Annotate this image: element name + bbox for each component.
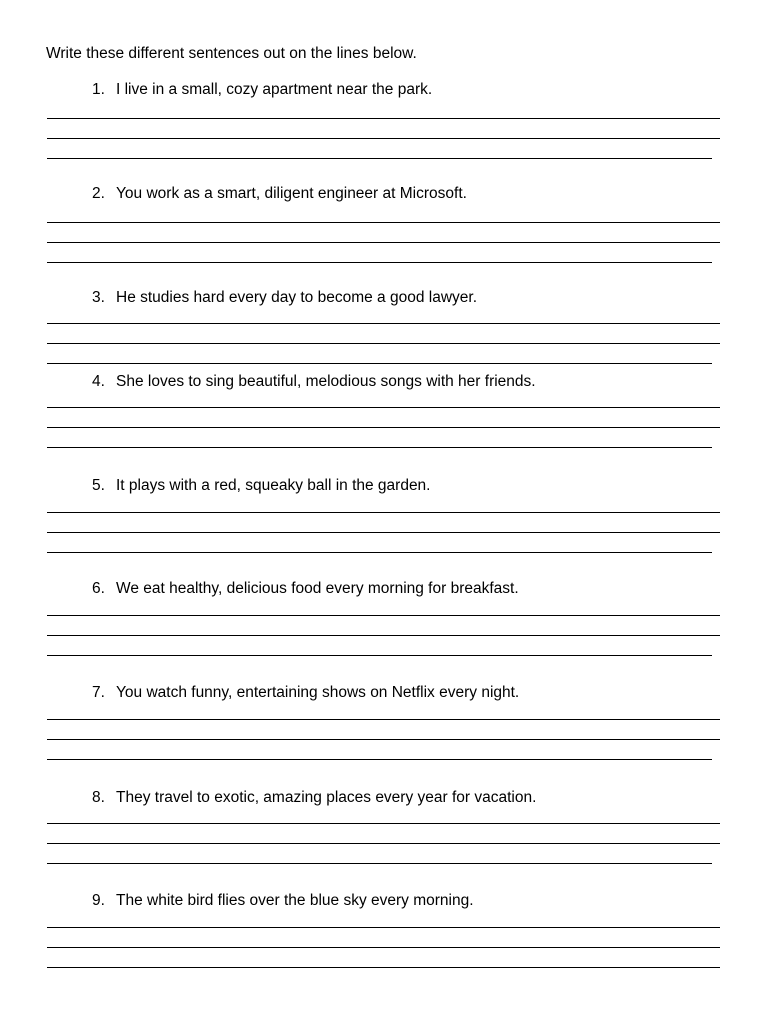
item-number: 7. <box>92 684 105 701</box>
sentence-text: They travel to exotic, amazing places every year for vacation. <box>116 789 537 806</box>
writing-line[interactable] <box>47 532 720 533</box>
item-number: 9. <box>92 892 105 909</box>
writing-line[interactable] <box>47 615 720 616</box>
item-number: 6. <box>92 580 105 597</box>
writing-line[interactable] <box>47 552 712 553</box>
writing-line[interactable] <box>47 843 720 844</box>
exercise-sentence <box>92 80 432 100</box>
exercise-sentence <box>92 476 431 496</box>
sentence-text: It plays with a red, squeaky ball in the garden. <box>116 477 431 494</box>
writing-line[interactable] <box>47 323 720 324</box>
exercise-sentence <box>92 788 536 808</box>
writing-line[interactable] <box>47 927 720 928</box>
writing-line[interactable] <box>47 222 720 223</box>
writing-line[interactable] <box>47 242 720 243</box>
writing-line[interactable] <box>47 759 712 760</box>
sentence-text: He studies hard every day to become a good lawyer. <box>116 289 478 306</box>
sentence-text: You watch funny, entertaining shows on Netflix every night. <box>116 684 520 701</box>
writing-line[interactable] <box>47 407 720 408</box>
item-number: 3. <box>92 289 105 306</box>
item-number: 5. <box>92 477 105 494</box>
item-number: 1. <box>92 81 105 98</box>
writing-line[interactable] <box>47 739 720 740</box>
writing-line[interactable] <box>47 863 712 864</box>
sentence-text: She loves to sing beautiful, melodious songs with her friends. <box>116 373 536 390</box>
exercise-sentence <box>92 891 474 911</box>
writing-line[interactable] <box>47 427 720 428</box>
sentence-text: We eat healthy, delicious food every morning for breakfast. <box>116 580 519 597</box>
writing-line[interactable] <box>47 823 720 824</box>
writing-line[interactable] <box>47 719 720 720</box>
item-number: 2. <box>92 185 105 202</box>
writing-line[interactable] <box>47 343 720 344</box>
writing-line[interactable] <box>47 447 712 448</box>
writing-line[interactable] <box>47 512 720 513</box>
writing-line[interactable] <box>47 118 720 119</box>
writing-line[interactable] <box>47 947 720 948</box>
exercise-sentence <box>92 288 477 308</box>
worksheet-instruction: Write these different sentences out on the lines below. <box>46 45 417 62</box>
item-number: 4. <box>92 373 105 390</box>
exercise-sentence <box>92 184 467 204</box>
exercise-sentence <box>92 372 536 392</box>
sentence-text: I live in a small, cozy apartment near the park. <box>116 81 433 98</box>
writing-line[interactable] <box>47 138 720 139</box>
writing-line[interactable] <box>47 967 720 968</box>
writing-line[interactable] <box>47 655 712 656</box>
item-number: 8. <box>92 789 105 806</box>
sentence-text: You work as a smart, diligent engineer at Microsoft. <box>116 185 467 202</box>
writing-line[interactable] <box>47 262 712 263</box>
writing-line[interactable] <box>47 635 720 636</box>
exercise-sentence <box>92 683 519 703</box>
exercise-sentence <box>92 579 519 599</box>
sentence-text: The white bird flies over the blue sky every morning. <box>116 892 474 909</box>
writing-line[interactable] <box>47 363 712 364</box>
writing-line[interactable] <box>47 158 712 159</box>
